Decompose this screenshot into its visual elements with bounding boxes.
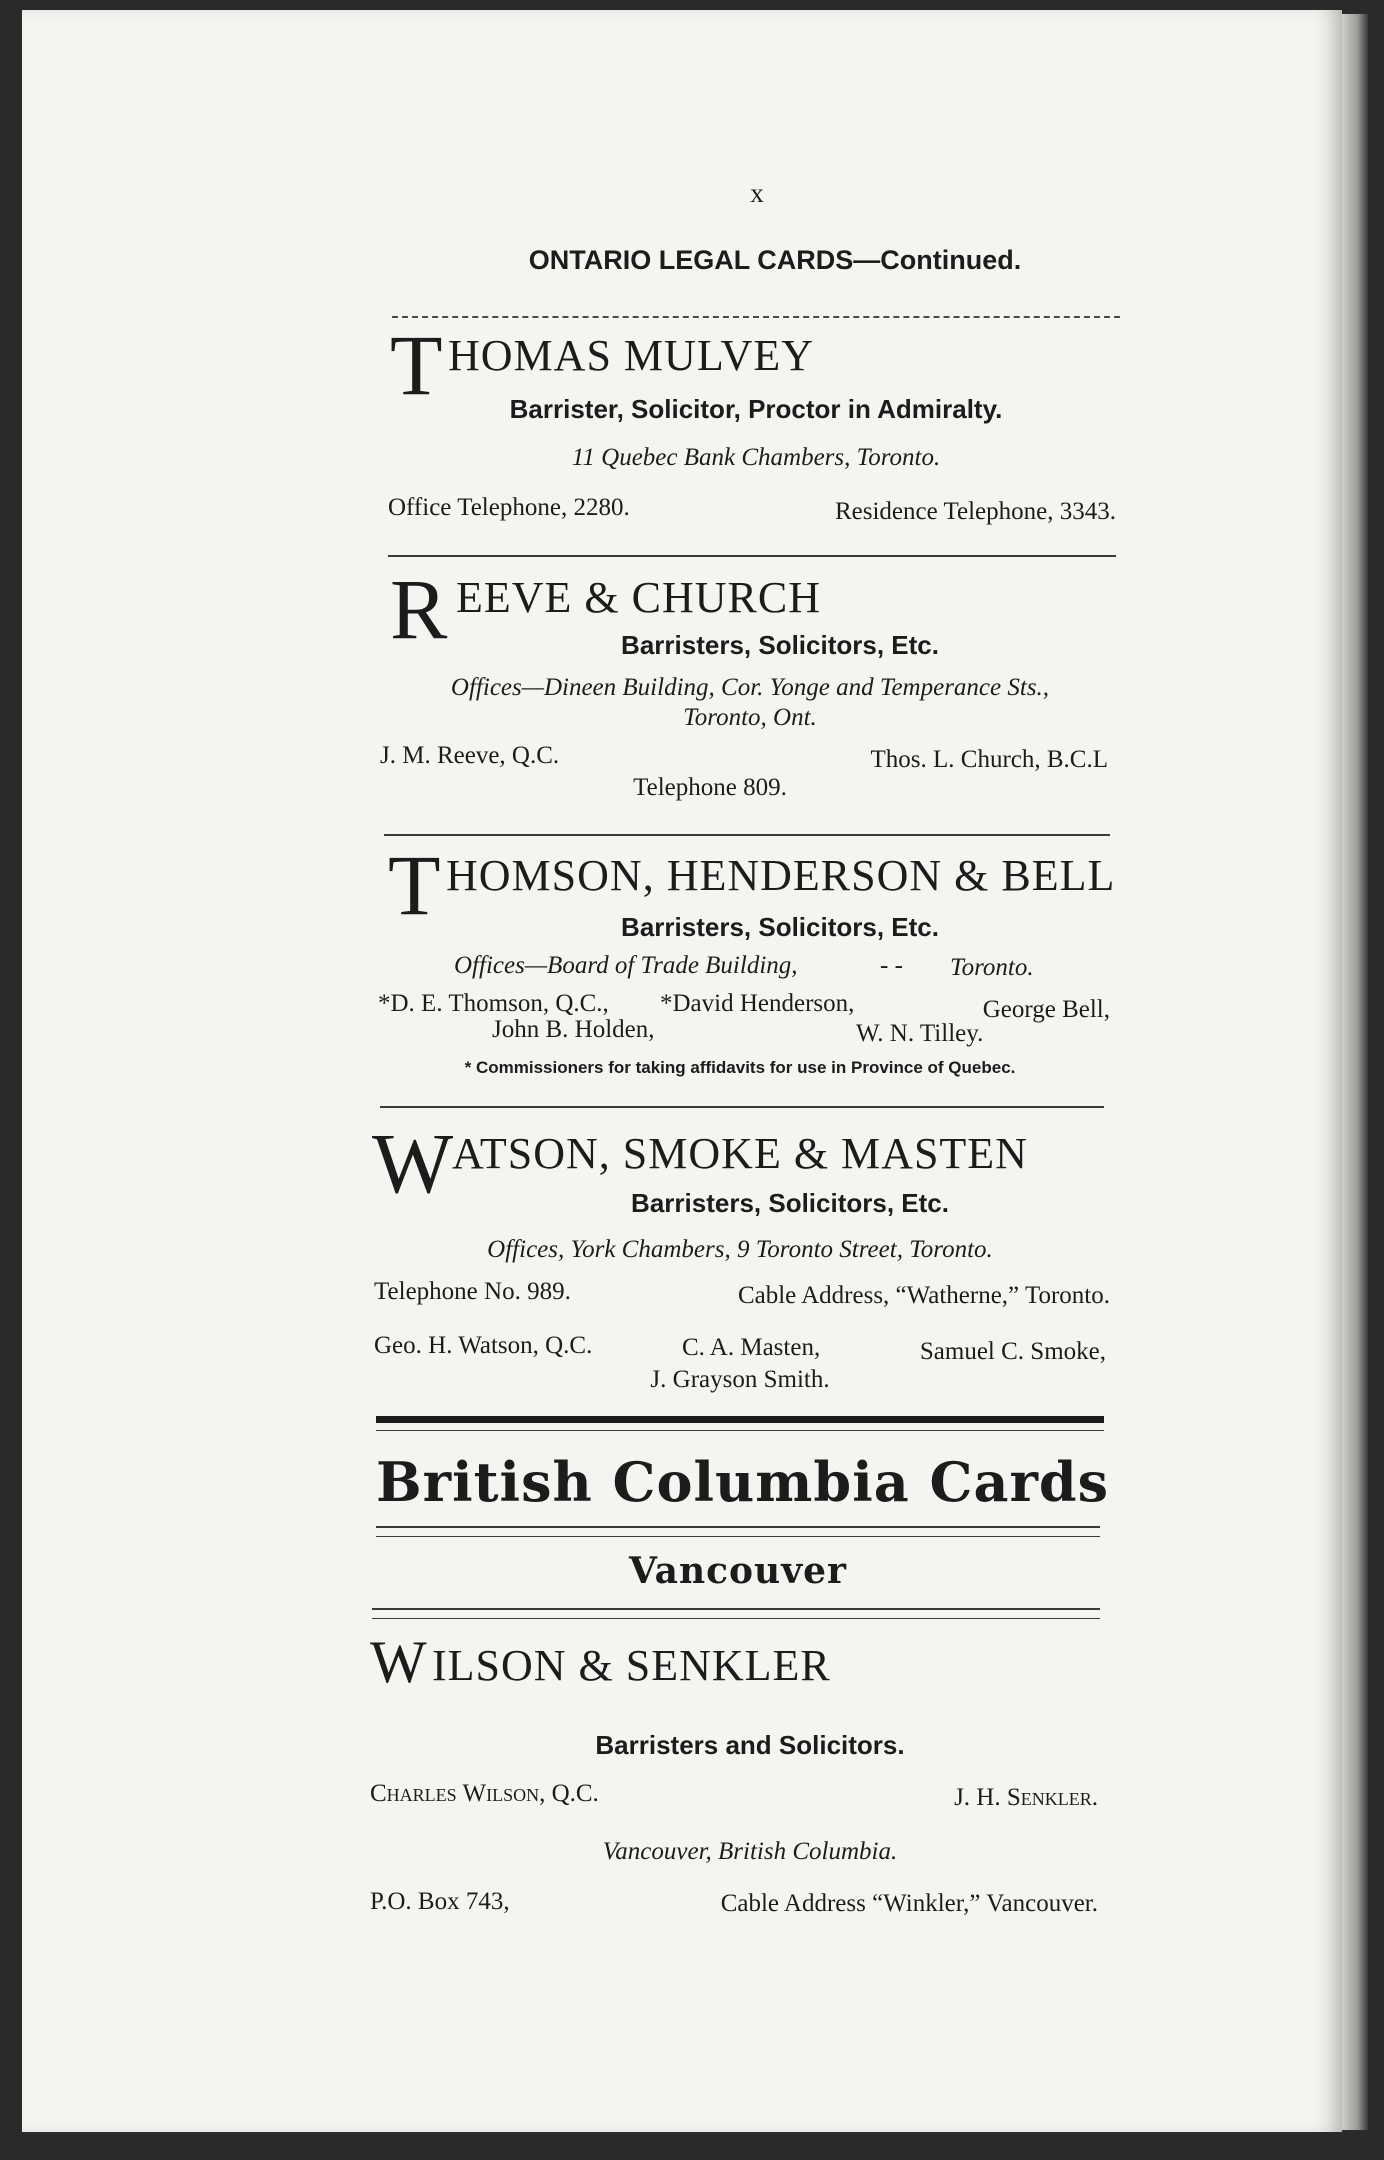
card-thomson-note: * Commissioners for taking affidavits for use in Province of Quebec. (464, 1058, 1016, 1077)
card-watson-telephone: Telephone No. 989. (374, 1278, 571, 1305)
card-mulvey-address: 11 Quebec Bank Chambers, Toronto. (571, 444, 941, 471)
card-thomson-partner: W. N. Tilley. (856, 1020, 984, 1047)
divider (376, 1536, 1100, 1537)
card-thomson-subtitle: Barristers, Solicitors, Etc. (621, 912, 939, 942)
card-mulvey-subtitle: Barrister, Solicitor, Proctor in Admiralty. (509, 394, 1003, 424)
card-watson-partner: J. Grayson Smith. (650, 1366, 830, 1393)
card-thomson-partner: *D. E. Thomson, Q.C., (378, 990, 609, 1017)
divider (380, 1106, 1104, 1108)
card-mulvey-office-tel: Office Telephone, 2280. (388, 494, 630, 521)
card-thomson-address-dots: - - (880, 952, 903, 979)
divider (384, 834, 1110, 836)
bc-section-header: British Columbia Cards (376, 1450, 1110, 1514)
card-mulvey-initial: T (390, 317, 443, 413)
card-wilson-initial: W (370, 1629, 427, 1695)
page-edge (1342, 14, 1368, 2130)
card-thomson-address: Offices—Board of Trade Building, (454, 952, 798, 979)
card-reeve-address-line1: Offices—Dineen Building, Cor. Yonge and Temperance Sts., (450, 674, 1050, 701)
card-watson-name: ATSON, SMOKE & MASTEN (452, 1129, 1028, 1178)
card-mulvey-name: HOMAS MULVEY (448, 331, 815, 380)
heavy-divider (376, 1416, 1104, 1423)
card-watson-subtitle: Barristers, Solicitors, Etc. (631, 1188, 949, 1218)
card-thomson-initial: T (388, 837, 441, 933)
card-watson-partner: Geo. H. Watson, Q.C. (374, 1332, 593, 1359)
divider (372, 1618, 1100, 1619)
bc-city-header: Vancouver (628, 1550, 848, 1592)
card-reeve-initial: R (390, 561, 448, 657)
card-watson-initial: W (372, 1115, 454, 1211)
card-mulvey-residence-tel: Residence Telephone, 3343. (834, 498, 1116, 525)
divider (376, 1430, 1104, 1431)
card-reeve-subtitle: Barristers, Solicitors, Etc. (621, 630, 939, 660)
card-thomson-address-city: Toronto. (950, 954, 1034, 981)
card-wilson-partner-right: J. H. Senkler. (954, 1784, 1098, 1811)
card-thomson-partner: *David Henderson, (660, 990, 855, 1017)
page-number: x (750, 178, 764, 208)
card-reeve-partner-right: Thos. L. Church, B.C.L (870, 746, 1108, 773)
divider (376, 1526, 1100, 1528)
card-wilson-pobox: P.O. Box 743, (370, 1888, 510, 1915)
card-wilson-cable: Cable Address “Winkler,” Vancouver. (720, 1890, 1098, 1917)
card-reeve-partner-left: J. M. Reeve, Q.C. (380, 742, 560, 769)
card-wilson-address: Vancouver, British Columbia. (602, 1838, 898, 1865)
card-wilson-name: ILSON & SENKLER (432, 1641, 831, 1690)
card-watson-cable: Cable Address, “Watherne,” Toronto. (737, 1282, 1110, 1309)
divider (372, 1608, 1100, 1610)
card-reeve-name: EEVE & CHURCH (456, 573, 821, 622)
card-reeve-address-line2: Toronto, Ont. (683, 704, 817, 731)
card-reeve-telephone: Telephone 809. (633, 774, 787, 801)
divider (392, 316, 1120, 318)
card-thomson-partner: John B. Holden, (492, 1016, 655, 1043)
section-header: ONTARIO LEGAL CARDS—Continued. (528, 245, 1022, 275)
card-wilson-partner-left: Charles Wilson, Q.C. (370, 1780, 599, 1807)
card-thomson-name: HOMSON, HENDERSON & BELL (446, 851, 1116, 900)
card-thomson-partner: George Bell, (982, 996, 1110, 1023)
card-watson-partner: C. A. Masten, (682, 1334, 821, 1361)
card-wilson-subtitle: Barristers and Solicitors. (595, 1730, 905, 1760)
card-watson-address: Offices, York Chambers, 9 Toronto Street, Toronto. (487, 1236, 993, 1263)
divider (388, 555, 1116, 557)
card-watson-partner: Samuel C. Smoke, (919, 1338, 1106, 1365)
